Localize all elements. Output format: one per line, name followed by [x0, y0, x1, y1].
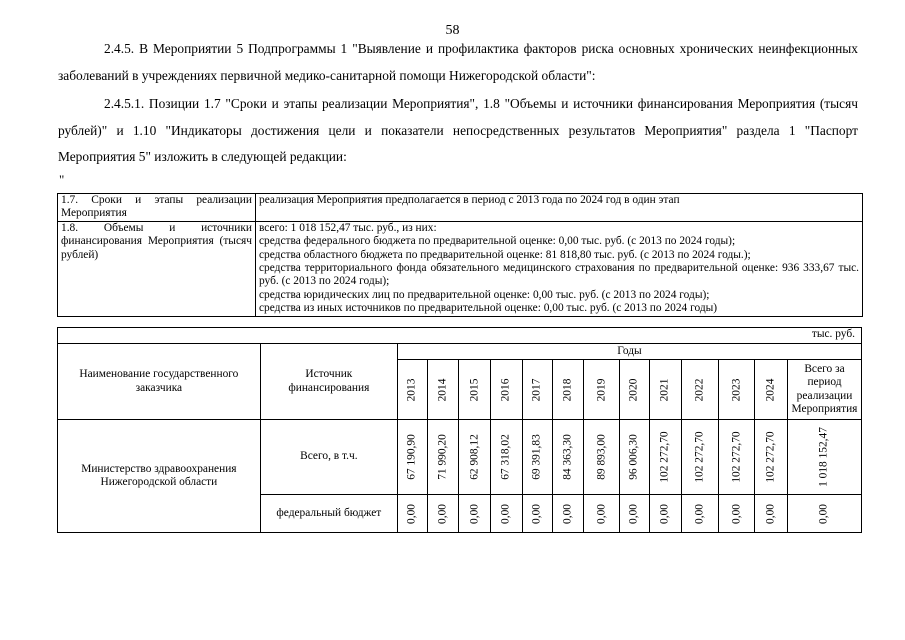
value-cell: 102 272,70 — [649, 420, 681, 495]
value-cell: 0,00 — [681, 495, 719, 533]
value-cell: 96 006,30 — [620, 420, 650, 495]
funding-line: средства областного бюджета по предварительной оценке: 81 818,80 тыс. руб. (с 2013 по 2024 годы.); — [259, 248, 751, 261]
passport-label-1-8: 1.8. Объемы и источники финансирования Мероприятия (тысяч рублей) — [58, 221, 256, 316]
year-header: 2017 — [522, 360, 552, 420]
value-cell: 102 272,70 — [719, 420, 755, 495]
value-cell: 67 190,90 — [397, 420, 427, 495]
value-cell: 67 318,02 — [491, 420, 523, 495]
header-source: Источник финансирования — [260, 344, 397, 420]
year-header: 2013 — [397, 360, 427, 420]
value-cell: 102 272,70 — [681, 420, 719, 495]
passport-row-1-8 — [58, 221, 863, 316]
value-cell: 69 391,83 — [522, 420, 552, 495]
passport-value-1-7: реализация Мероприятия предполагается в период с 2013 года по 2024 год в один этап — [256, 194, 863, 222]
paragraph-2-4-5: 2.4.5. В Мероприятии 5 Подпрограммы 1 "Выявление и профилактика факторов риска основных хронических неинфекционных заболеваний в учреждениях первичной медико-санитарной помощи Нижегородской области": — [58, 41, 858, 83]
customer-name: Министерство здравоохранения Нижегородской области — [58, 420, 261, 533]
opening-quote-mark: " — [59, 172, 65, 187]
value-cell: 62 908,12 — [459, 420, 491, 495]
value-cell: 0,00 — [491, 495, 523, 533]
year-header: 2015 — [459, 360, 491, 420]
header-row-1 — [58, 344, 862, 360]
year-header: 2022 — [681, 360, 719, 420]
value-cell: 102 272,70 — [755, 420, 788, 495]
funding-table — [57, 327, 862, 533]
total-cell: 0,00 — [787, 495, 861, 533]
unit-label: тыс. руб. — [58, 328, 862, 344]
passport-value-1-8 — [256, 221, 863, 316]
passport-label-1-7: 1.7. Сроки и этапы реализации Мероприятия — [58, 194, 256, 222]
value-cell: 0,00 — [427, 495, 459, 533]
header-years-group: Годы — [397, 344, 861, 360]
funding-line: средства из иных источников по предварительной оценке: 0,00 тыс. руб. (с 2013 по 2024 годы) — [259, 302, 718, 315]
value-cell: 0,00 — [459, 495, 491, 533]
source-cell: Всего, в т.ч. — [260, 420, 397, 495]
value-cell: 0,00 — [620, 495, 650, 533]
value-cell: 0,00 — [719, 495, 755, 533]
unit-row — [58, 328, 862, 344]
value-cell: 89 893,00 — [584, 420, 620, 495]
value-cell: 84 363,30 — [552, 420, 584, 495]
page-number: 58 — [445, 23, 460, 38]
year-header: 2023 — [719, 360, 755, 420]
value-cell: 0,00 — [649, 495, 681, 533]
total-cell: 1 018 152,47 — [787, 420, 861, 495]
value-cell: 0,00 — [552, 495, 584, 533]
funding-line: средства территориального фонда обязательного медицинского страхования по предварительной оценке: 936 333,67 тыс. руб. (с 2013 по 2024 годы); — [259, 262, 859, 288]
year-header: 2020 — [620, 360, 650, 420]
value-cell: 0,00 — [755, 495, 788, 533]
year-header: 2021 — [649, 360, 681, 420]
year-header: 2024 — [755, 360, 788, 420]
year-header: 2018 — [552, 360, 584, 420]
passport-table — [57, 193, 863, 317]
value-cell: 0,00 — [584, 495, 620, 533]
value-cell: 71 990,20 — [427, 420, 459, 495]
header-customer: Наименование государственного заказчика — [58, 344, 261, 420]
funding-line: всего: 1 018 152,47 тыс. руб., из них: — [259, 221, 437, 234]
year-header: 2014 — [427, 360, 459, 420]
value-cell: 0,00 — [397, 495, 427, 533]
source-cell: федеральный бюджет — [260, 495, 397, 533]
funding-line: средства федерального бюджета по предварительной оценке: 0,00 тыс. руб. (с 2013 по 2024 годы); — [259, 235, 736, 248]
value-cell: 0,00 — [522, 495, 552, 533]
table-row — [58, 420, 862, 495]
funding-line: средства юридических лиц по предварительной оценке: 0,00 тыс. руб. (с 2013 по 2024 годы); — [259, 288, 710, 301]
header-total: Всего за период реализации Мероприятия — [787, 360, 861, 420]
year-header: 2016 — [491, 360, 523, 420]
paragraph-2-4-5-1: 2.4.5.1. Позиции 1.7 "Сроки и этапы реализации Мероприятия", 1.8 "Объемы и источники финансирования Мероприятия (тысяч рублей)" и 1.10 "Индикаторы достижения цели и показатели непосредственных результатов Мероприятия" раздела 1 "Паспорт Мероприятия 5" изложить в следующей редакции: — [58, 96, 858, 164]
passport-row-1-7 — [58, 194, 863, 222]
year-header: 2019 — [584, 360, 620, 420]
